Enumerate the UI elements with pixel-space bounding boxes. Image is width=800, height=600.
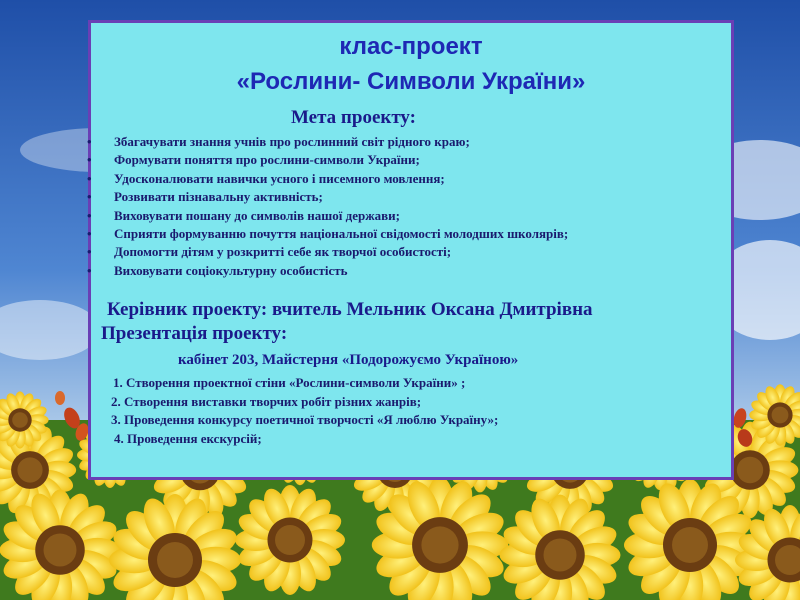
- presentation-heading: Презентація проекту:: [101, 323, 288, 344]
- goals-list: [91, 133, 568, 280]
- step-item: 3. Проведення конкурсу поетичної творчості «Я люблю Україну»;: [111, 412, 499, 427]
- goal-item: • Виховувати пошану до символів нашої держави;: [91, 207, 568, 225]
- step-item: 4. Проведення екскурсій;: [114, 430, 262, 446]
- presentation-room: кабінет 203, Майстерня «Подорожуємо Україною»: [178, 352, 519, 368]
- sunflower: [235, 485, 345, 595]
- step-item: 2. Створення виставки творчих робіт різних жанрів;: [111, 393, 422, 409]
- title-line-2: «Рослини- Символи України»: [236, 68, 586, 95]
- presentation-steps: [91, 374, 498, 448]
- goal-item: • Збагачувати знання учнів про рослинний світ рідного краю;: [91, 133, 568, 151]
- goal-item: • Розвивати пізнавальну активність;: [91, 188, 568, 206]
- step-item: 1. Створення проектної стіни «Рослини-символи України» ;: [113, 375, 466, 390]
- title-line-1: клас-проект: [339, 33, 483, 60]
- goal-item: • Формувати поняття про рослини-символи України;: [91, 151, 568, 169]
- goal-item: • Виховувати соціокультурну особистість: [91, 262, 568, 280]
- project-leader: Керівник проекту: вчитель Мельник Оксана Дмитрівна: [107, 299, 593, 320]
- goal-item: • Сприяти формуванню почуття національної свідомості молодших школярів;: [91, 225, 568, 243]
- goal-item: • Удосконалювати навички усного і писемного мовлення;: [91, 170, 568, 188]
- goal-heading: Мета проекту:: [291, 107, 416, 128]
- goal-item: • Допомогти дітям у розкритті себе як творчої особистості;: [91, 243, 568, 261]
- project-info-panel: [88, 20, 734, 480]
